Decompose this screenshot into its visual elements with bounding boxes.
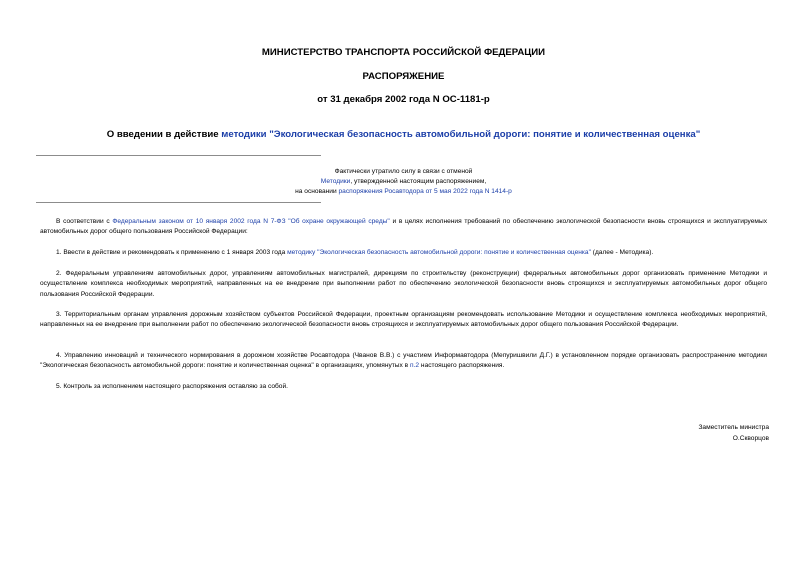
methodology-link[interactable]: Методики: [320, 177, 351, 185]
federal-law-link[interactable]: Федеральным законом от 10 января 2002 года N 7-ФЗ "Об охране окружающей среды": [112, 218, 390, 225]
document-title: [0, 129, 807, 140]
divider-bottom: [36, 202, 321, 203]
signature-block: [698, 422, 769, 444]
signatory-position: Заместитель министра: [698, 424, 769, 431]
methodology-inline-link[interactable]: методику "Экологическая безопасность автомобильной дороги: понятие и количественная оценка": [287, 249, 591, 256]
intro-paragraph: В соответствии с Федеральным законом от 10 января 2002 года N 7-ФЗ "Об охране окружающей среды" и в целях исполнения требований по обеспечению экологической безопасности вновь строящихся и эксплуатируемых автомобильных дорог общего пользования Российской Федерации:: [40, 218, 767, 236]
paragraph-5: 5. Контроль за исполнением настоящего распоряжения оставляю за собой.: [56, 383, 288, 390]
paragraph-4: 4. Управлению инноваций и технического нормирования в дорожном хозяйстве Росавтодора (Чванов В.В.) с участием Информавтодора (Мепуришвили Д.Г.) в установленном порядке организовать распространение методики "Экологическая безопасность автомобильной дороги: понятие и количественная оценка" в организациях, упомянутых в п.2 настоящего распоряжения.: [40, 352, 767, 370]
rosavtodor-order-link[interactable]: распоряжения Росавтодора от 5 мая 2022 года N 1414-р: [338, 187, 512, 195]
status-note-line1: Фактически утратило силу в связи с отменой: [334, 168, 473, 175]
title-prefix: О введении в действие: [106, 129, 222, 140]
paragraph-1: 1. Ввести в действие и рекомендовать к применению с 1 января 2003 года методику "Экологическая безопасность автомобильной дороги: понятие и количественная оценка" (далее - Методика).: [56, 249, 654, 256]
methodology-title-link[interactable]: методики "Экологическая безопасность автомобильной дороги: понятие и количественная оценка": [221, 129, 701, 140]
document-date-number: от 31 декабря 2002 года N ОС-1181-р: [317, 94, 490, 105]
paragraph-3: 3. Территориальным органам управления дорожным хозяйством субъектов Российской Федерации, проектным организациям рекомендовать использование Методики и осуществление комплекса необходимых мероприятий, направленных на ее внедрение при выполнении работ по обеспечению экологической безопасности вновь строящихся и эксплуатируемых автомобильных дорог общего пользования Российской Федерации.: [40, 311, 767, 329]
ministry-heading: МИНИСТЕРСТВО ТРАНСПОРТА РОССИЙСКОЙ ФЕДЕРАЦИИ: [261, 47, 546, 58]
status-note-line2: Методики, утвержденной настоящим распоряжением,: [320, 177, 487, 185]
status-note: [0, 167, 807, 196]
divider-top: [36, 155, 321, 156]
clause-2-link[interactable]: п.2: [410, 362, 420, 370]
paragraph-2: 2. Федеральным управлениям автомобильных дорог, управлениям автомобильных магистралей, дирекциям по строительству (реконструкции) федеральных автомобильных дорог организовать применение Методики и осуществление комплекса необходимых мероприятий, направленных на ее внедрение при выполнении работ по обеспечению экологической безопасности вновь строящихся и эксплуатируемых автомобильных дорог общего пользования Российской Федерации.: [40, 270, 767, 298]
signatory-name: О.Скворцов: [732, 435, 769, 442]
status-note-line3: на основании распоряжения Росавтодора от 5 мая 2022 года N 1414-р: [295, 187, 512, 195]
document-type: РАСПОРЯЖЕНИЕ: [362, 71, 445, 82]
